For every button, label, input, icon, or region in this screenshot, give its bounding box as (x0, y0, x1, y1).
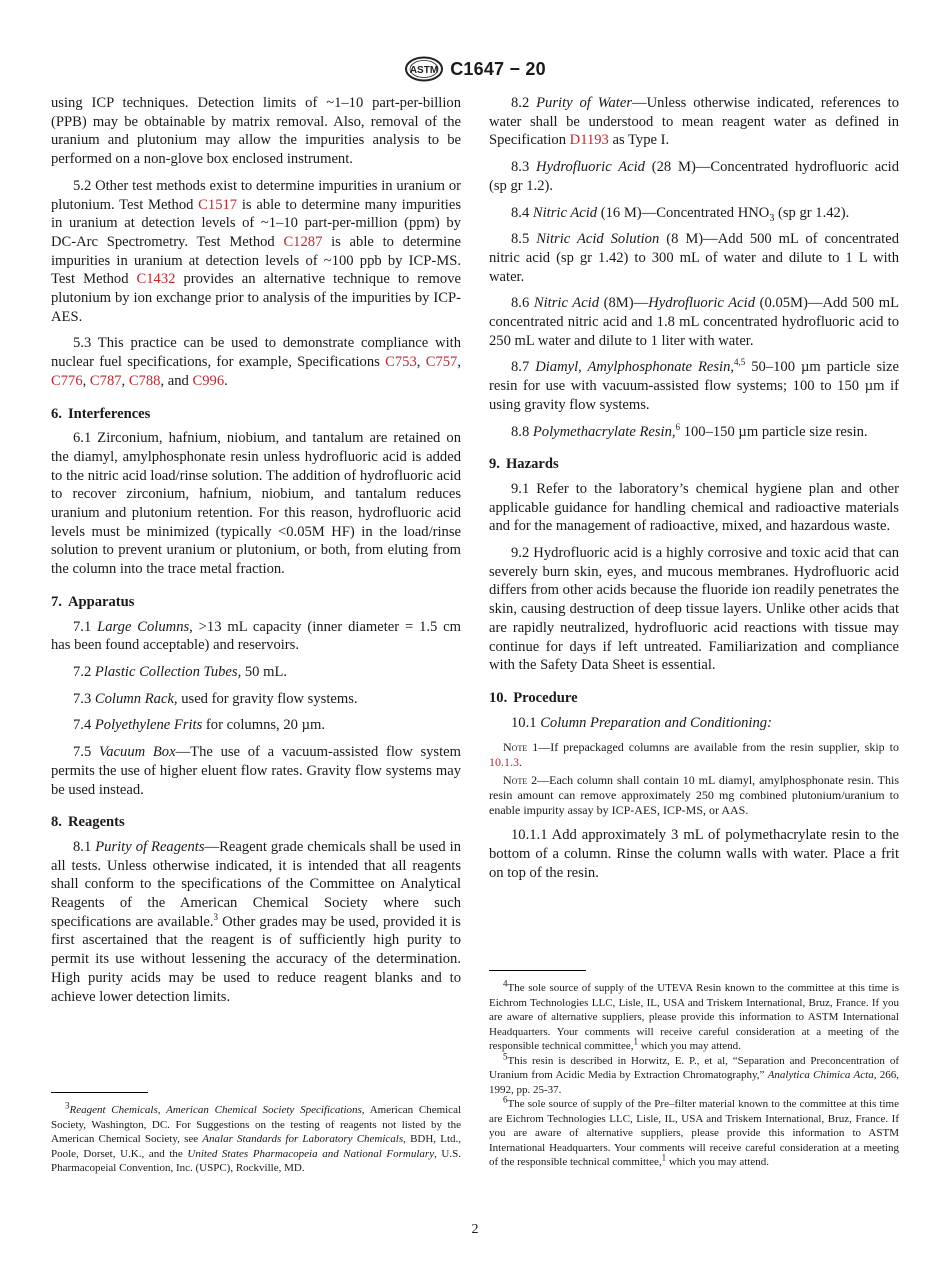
section-heading-procedure: 10. Procedure (489, 689, 578, 706)
ref-link-c776[interactable]: C776 (51, 372, 83, 389)
paragraph-8-2: 8.2 Purity of Water—Unless otherwise indicated, references to water shall be understood to mean reagent water as defined in Specification D1193 as Type I. (489, 95, 900, 149)
footnotes-right (489, 970, 899, 1170)
svg-text:ASTM: ASTM (410, 65, 439, 76)
paragraph-6-1: 6.1 Zirconium, hafnium, niobium, and tantalum are retained on the diamyl, amylphosphonate resin unless hydrofluoric acid is added to the nitric acid load/rinse solution. The addition of hydrofluoric acid to recover zirconium, hafnium, niobium, and tantalum reduces uranium and plutonium retention. For this reason, hydrofluoric acid levels must be minimized (typically <0.05M HF) in the load/rinse solution to prevent uranium or plutonium, or both, from eluting from the column into the trace metal fraction. (51, 430, 461, 578)
paragraph-8-1: 8.1 Purity of Reagents—Reagent grade chemicals shall be used in all tests. Unless otherwise indicated, it is intended that all reagents shall conform to the specifications of the Committee on Analytical Reagents of the American Chemical Society where such specifications are available.$^3$ Other grades may be used, provided it is first ascertained that the reagent is of sufficiently high purity to permit its use without lessening the accuracy of the determination. High purity acids may be used to reduce reagent blanks and to achieve lower detection limits. (51, 838, 462, 1005)
footnote-divider (489, 970, 586, 971)
ref-link-d1193[interactable]: D1193 (569, 132, 609, 149)
paragraph-7-1: 7.1 Large Columns, >13 mL capacity (inner diameter = 1.5 cm has been found acceptable) and reservoirs. (51, 618, 461, 654)
paragraph-10-1-1: 10.1.1 Add approximately 3 mL of polymethacrylate resin to the bottom of a column. Rinse the column walls with water. Place a frit on top of the resin. (489, 827, 899, 881)
footnote-3: $^3$Reagent Chemicals, American Chemical Society Specifications, American Chemical Society, Washington, DC. For Suggestions on the testing of reagents not listed by the American Chemical Society, see Analar Standards for Laboratory Chemicals, BDH, Ltd., Poole, Dorset, U.K., and the United States Pharmacopeia and National Formulary, U.S. Pharmacopeial Convention, Inc. (USPC), Rockville, MD. (51, 1100, 462, 1174)
ref-link-10-1-3[interactable]: 10.1.3 (489, 755, 519, 770)
paragraph-8-8: 8.8 Polymethacrylate Resin,$^6$ 100–150 µm particle size resin. (511, 421, 868, 440)
paragraph-9-1: 9.1 Refer to the laboratory’s chemical hygiene plan and other applicable guidance for handling chemical and radioactive materials and for the management of radioactive, mixed, and hazardous waste. (489, 480, 899, 535)
paragraph-8-6: 8.6 Nitric Acid (8M)—Hydrofluoric Acid (0.05M)—Add 500 mL concentrated nitric acid and 1.8 mL concentrated hydrofluoric acid to 250 mL water and dilute to 1 liter with water. (489, 295, 899, 349)
paragraph-8-3: 8.3 Hydrofluoric Acid (28 M)—Concentrated hydrofluoric acid (sp gr 1.2). (489, 159, 900, 194)
section-heading-apparatus: 7. Apparatus (51, 593, 135, 610)
ref-link-c1287[interactable]: C1287 (283, 233, 323, 250)
paragraph-8-5: 8.5 Nitric Acid Solution (8 M)—Add 500 mL of concentrated nitric acid (sp gr 1.42) to 300 mL of water and dilute to 1 L with water. (489, 231, 899, 285)
ref-link-c787[interactable]: C787 (89, 372, 122, 389)
footnote-5: $^5$This resin is described in Horwitz, E. P., et al, “Separation and Preconcentration of Uranium from Acidic Media by Extraction Chromatography,” Analytica Chimica Acta, 266, 1992, pp. 25-37. (489, 1050, 900, 1096)
paragraph-7-5: 7.5 Vacuum Box—The use of a vacuum-assisted flow system permits the use of higher eluent flow rates. Gravity flow systems may be used instead. (51, 744, 461, 798)
document-number: C1647 − 20 (450, 58, 546, 79)
astm-logo-icon (404, 56, 444, 82)
paragraph-9-2: 9.2 Hydrofluoric acid is a highly corrosive and toxic acid that can severely burn skin, eyes, and mucous membranes. Hydrofluoric acid differs from other acids because the fluoride ion readily penetrates the skin, causing destruction of deep tissue layers. Unlike other acids that are rapidly neutralized, hydrofluoric acid reactions with tissue may continue for days if left untreated. Familiarization and compliance with the Safety Data Sheet is essential. (489, 545, 899, 674)
footnote-divider (51, 1092, 148, 1093)
paragraph-7-4: 7.4 Polyethylene Frits for columns, 20 µm. (73, 717, 325, 734)
footnote-4: $^4$The sole source of supply of the UTEVA Resin known to the committee at this time is Eichrom Technologies LLC, Lisle, IL, USA and Triskem International, Bruz, France. If you are aware of alternative suppliers, please provide this information to ASTM International Headquarters. Your comments will receive careful consideration at a meeting of the responsible technical committee,$^1$ which you may attend. (489, 978, 899, 1052)
section-heading-reagents: 8. Reagents (51, 814, 125, 831)
paragraph-5-1-continued: using ICP techniques. Detection limits of ~1–10 part-per-billion (PPB) may be obtainable by matrix removal. Also, removal of the uranium and plutonium may allow the impurities analysis to be performed on a non-glove box enclosed instrument. (51, 95, 461, 168)
ref-link-c1517[interactable]: C1517 (198, 196, 238, 213)
paragraph-5-2: 5.2 Other test methods exist to determine impurities in uranium or plutonium. Test Method C1517 is able to determine many impurities in uranium at detection levels of ~1–10 part-per-million (ppm) by DC-Arc Spectrometry. Test Method C1287 is able to determine impurities in uranium at detection levels of ~100 ppb by ICP-MS. Test Method C1432 provides an alternative technique to remove plutonium by ion exchange prior to analysis of the impurities by ICP-AES. (51, 177, 461, 325)
footnote-6: $^6$The sole source of supply of the Pre–filter material known to the committee at this time are Eichrom Technologies LLC, Lisle, IL, USA and Triskem International, Bruz, France. If you are aware of alternative suppliers, please provide this information to ASTM International Headquarters. Your comments will receive careful consideration at a meeting of the responsible technical committee,$^1$ which you may attend. (489, 1094, 899, 1168)
ref-link-c1432[interactable]: C1432 (136, 271, 176, 288)
paragraph-8-7: 8.7 Diamyl, Amylphosphonate Resin,$^{4,5}$ 50–100 µm particle size resin for use with vacuum-assisted flow systems; 100 to 150 µm if using gravity flow systems. (489, 357, 900, 413)
paragraph-8-4: 8.4 Nitric Acid (16 M)—Concentrated $HNO_3$ (sp gr 1.42). (511, 204, 850, 224)
footnotes-left (51, 1092, 461, 1176)
ref-link-c753[interactable]: C753 (385, 354, 417, 371)
footnote-ref-3[interactable]: 3 (213, 911, 219, 922)
paragraph-7-2: 7.2 Plastic Collection Tubes, 50 mL. (73, 663, 288, 680)
page-number: 2 (471, 1222, 479, 1237)
section-heading-hazards: 9. Hazards (489, 456, 559, 473)
left-column (51, 94, 461, 1014)
paragraph-5-3: 5.3 This practice can be used to demonstrate compliance with nuclear fuel specifications, for example, Specifications C753, C757, C776, C787, C788, and C996. (51, 335, 462, 389)
footnote-ref-6[interactable]: 6 (675, 421, 681, 432)
note-1: Note 1—If prepackaged columns are available from the resin supplier, skip to 10.1.3. (489, 740, 899, 770)
note-2: Note 2—Each column shall contain 10 mL diamyl, amylphosphonate resin. This resin amount can remove approximately 250 mg combined plutonium/uranium to enable impurity assay by ICP-AES, ICP-MS, or AAS. (489, 773, 899, 818)
ref-link-c757[interactable]: C757 (425, 354, 458, 371)
paragraph-7-3: 7.3 Column Rack, used for gravity flow systems. (73, 690, 358, 707)
page-header (0, 56, 950, 87)
footnote-ref-4-5[interactable]: 4,5 (734, 357, 746, 368)
section-heading-interferences: 6. Interferences (51, 405, 151, 422)
right-column (489, 94, 899, 891)
paragraph-10-1: 10.1 Column Preparation and Conditioning: (511, 714, 772, 731)
ref-link-c996[interactable]: C996 (192, 372, 225, 389)
ref-link-c788[interactable]: C788 (128, 372, 161, 389)
